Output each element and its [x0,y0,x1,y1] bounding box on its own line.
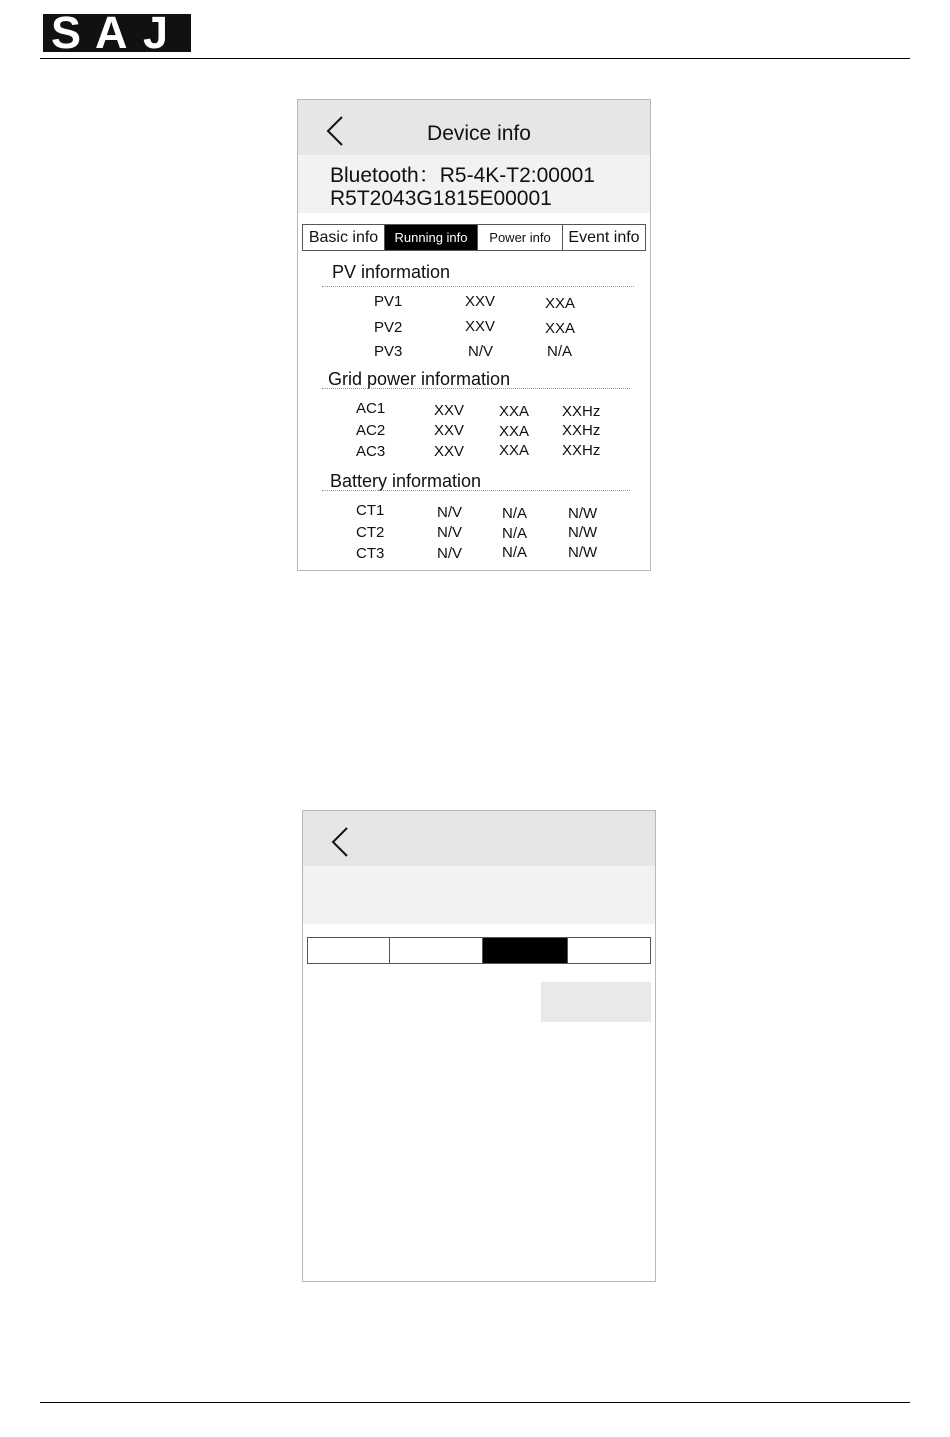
tab-2[interactable] [390,938,483,963]
grid-info-heading: Grid power information [328,369,511,389]
grid-cell: XXHz [562,422,601,439]
grid-cell: XXV [434,443,465,460]
grid-cell: XXHz [562,403,601,420]
pv-cell: PV1 [374,293,403,310]
battery-divider [322,490,630,491]
tab-1[interactable] [308,938,390,963]
pv-cell: PV2 [374,319,403,336]
battery-cell: CT1 [356,502,385,519]
pv-cell: XXV [465,318,496,335]
grid-cell: XXHz [562,442,601,459]
battery-cell: N/W [568,505,598,522]
battery-cell: CT3 [356,545,385,562]
battery-cell: N/V [437,545,463,562]
pv-info-heading: PV information [332,262,451,282]
footer-divider [40,1402,910,1403]
grid-cell: AC1 [356,400,386,417]
battery-info-heading: Battery information [330,471,482,491]
pv-cell: XXV [465,293,496,310]
tab-4[interactable] [568,938,650,963]
battery-cell: N/A [502,544,528,561]
pv-cell: XXA [545,320,576,337]
battery-cell: N/V [437,504,463,521]
back-arrow-icon[interactable] [330,825,352,859]
serial-number: R5T2043G1815E00001 [330,187,552,210]
battery-cell: N/W [568,524,598,541]
tab-basic-info[interactable]: Basic info [303,225,385,250]
device-identity [303,866,655,924]
header-divider [40,58,910,59]
device-info-screen [297,99,651,571]
tab-power-info[interactable]: Power info [478,225,563,250]
pv-cell: N/A [547,343,573,360]
saj-logo: S A J [43,14,191,52]
grid-divider [322,388,630,389]
grid-cell: AC2 [356,422,386,439]
top-bar [298,100,650,155]
pv-cell: PV3 [374,343,403,360]
bluetooth-id: Bluetooth：R5-4K-T2:00001 [330,164,595,187]
grid-cell: XXA [499,403,530,420]
placeholder-block [541,982,651,1022]
pv-divider [322,286,634,287]
device-identity [298,155,650,213]
grid-cell: AC3 [356,443,386,460]
info-tabs [307,937,651,964]
battery-cell: N/W [568,544,598,561]
pv-cell: XXA [545,295,576,312]
tab-running-info[interactable]: Running info [385,225,478,250]
info-tabs [302,224,646,251]
grid-cell: XXA [499,423,530,440]
device-info-screen-blank [302,810,656,1282]
pv-cell: N/V [468,343,494,360]
page-title: Device info [427,122,531,145]
grid-cell: XXV [434,402,465,419]
grid-cell: XXV [434,422,465,439]
battery-cell: CT2 [356,524,385,541]
top-bar [303,811,655,866]
tab-event-info[interactable]: Event info [568,228,640,246]
battery-cell: N/A [502,525,528,542]
battery-cell: N/A [502,505,528,522]
tab-3[interactable] [483,938,568,963]
grid-cell: XXA [499,442,530,459]
battery-cell: N/V [437,524,463,541]
